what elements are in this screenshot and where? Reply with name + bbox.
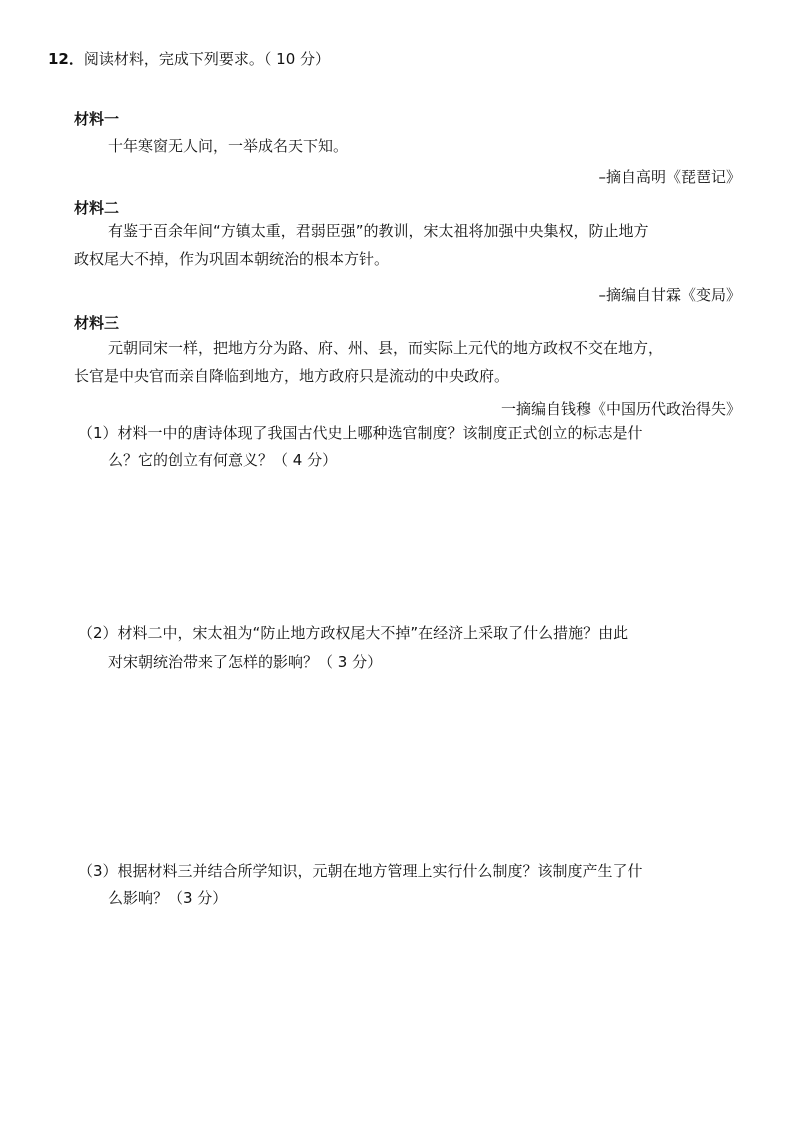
material-2-source: –摘编自甘霖《变局》: [598, 286, 741, 304]
material-2-line-1: 有鉴于百余年间“方镇太重，君弱臣强”的教训，宋太祖将加强中央集权，防止地方: [108, 222, 649, 240]
subquestion-2-line-2: 对宋朝统治带来了怎样的影响？（ 3 分）: [108, 653, 383, 671]
material-3-line-1: 元朝同宋一样，把地方分为路、府、州、县，而实际上元代的地方政权不交在地方，: [108, 339, 664, 357]
question-number: 12．: [48, 50, 84, 68]
material-3-source: 一摘编自钱穆《中国历代政治得失》: [500, 400, 741, 418]
answer-space-2[interactable]: [74, 685, 754, 845]
subquestion-3-line-2: 么影响？（3 分）: [108, 889, 228, 907]
subquestion-1-line-2: 么？它的创立有何意义？（ 4 分）: [108, 451, 338, 469]
question-prompt: 阅读材料，完成下列要求。（ 10 分）: [83, 50, 330, 68]
subquestion-2-line-1: （2）材料二中，宋太祖为“防止地方政权尾大不掉”在经济上采取了什么措施？由此: [78, 624, 629, 642]
question-header: [48, 48, 330, 69]
material-1-line-1: 十年寒窗无人问，一举成名天下知。: [108, 137, 349, 155]
material-1-source: –摘自高明《琵琶记》: [598, 168, 741, 186]
material-2-line-2: 政权尾大不掉，作为巩固本朝统治的根本方针。: [74, 250, 390, 268]
answer-space-3[interactable]: [74, 920, 754, 1110]
subquestion-3-line-1: （3）根据材料三并结合所学知识，元朝在地方管理上实行什么制度？该制度产生了什: [78, 862, 643, 880]
material-3-line-2: 长官是中央官而亲自降临到地方，地方政府只是流动的中央政府。: [74, 367, 510, 385]
material-3-heading: 材料三: [74, 314, 120, 332]
material-1-heading: 材料一: [74, 110, 120, 128]
material-2-heading: 材料二: [74, 199, 120, 217]
subquestion-1-line-1: （1）材料一中的唐诗体现了我国古代史上哪种选官制度？该制度正式创立的标志是什: [78, 424, 643, 442]
answer-space-1[interactable]: [74, 480, 754, 610]
